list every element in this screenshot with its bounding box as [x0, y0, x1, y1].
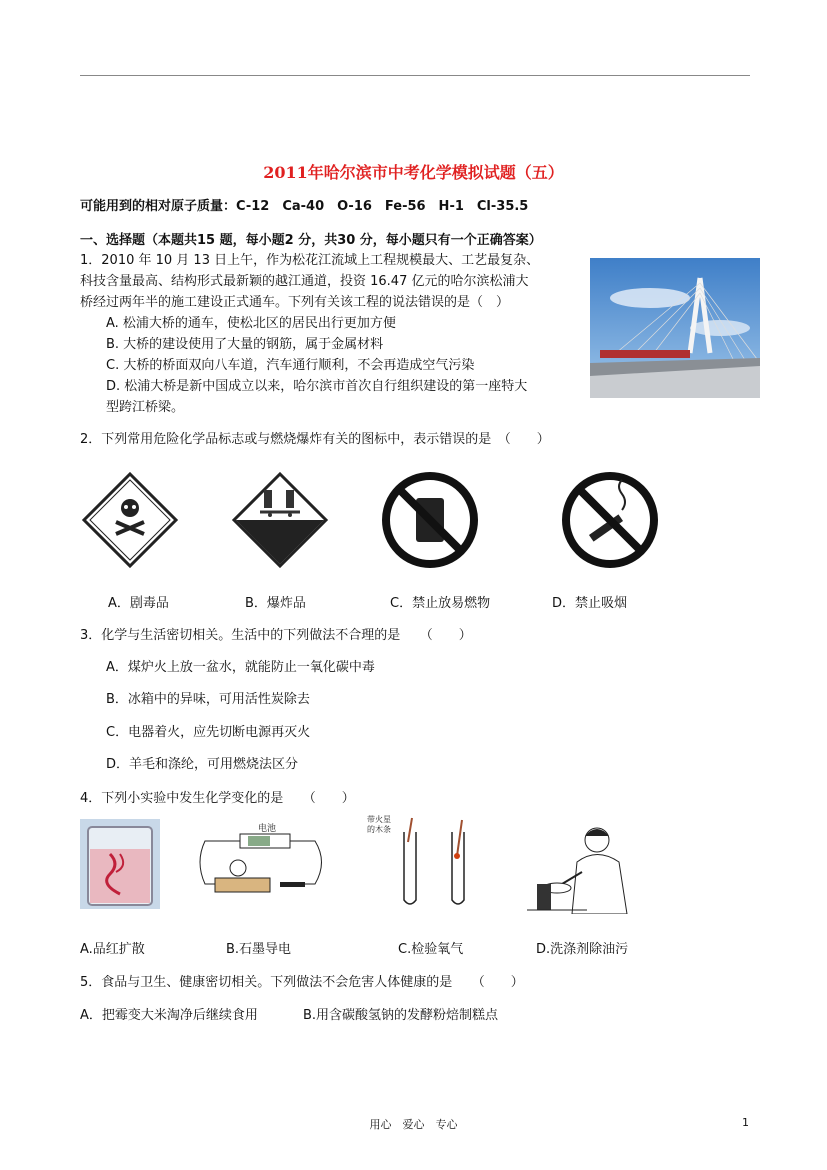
- question-3: 3．化学与生活密切相关。生活中的下列做法不合理的是 （ ）: [80, 628, 472, 643]
- atomic-masses: 可能用到的相对原子质量：C-12 Ca-40 O-16 Fe-56 H-1 Cl-35.5: [80, 199, 529, 214]
- page-footer: 用心 爱心 专心: [369, 1118, 458, 1131]
- graphite-circuit-image: [190, 822, 330, 904]
- q1-option-a: A. 松浦大桥的通车，使松北区的居民出行更加方便: [106, 316, 396, 331]
- question-2: 2．下列常用危险化学品标志或与燃烧爆炸有关的图标中，表示错误的是 （ ）: [80, 432, 550, 447]
- splint-label-1: 带火星: [367, 815, 391, 824]
- header-rule: [80, 75, 750, 76]
- question-4: 4．下列小实验中发生化学变化的是 （ ）: [80, 791, 355, 806]
- no-smoking-sign-icon: [560, 470, 660, 570]
- q5-option-a: A．把霉变大米淘净后继续食用: [80, 1008, 258, 1023]
- q1-line2: 科技含量最高、结构形式最新颖的越江通道，投资 16.47 亿元的哈尔滨松浦大: [80, 274, 529, 289]
- q2-option-b: B．爆炸品: [245, 596, 306, 611]
- q3-option-a: A．煤炉火上放一盆水，就能防止一氧化碳中毒: [106, 660, 375, 675]
- page-number: 1: [742, 1116, 749, 1129]
- q1-option-c: C. 大桥的桥面双向八车道，汽车通行顺利，不会再造成空气污染: [106, 358, 475, 373]
- page-title: 2011年哈尔滨市中考化学模拟试题（五）: [263, 163, 564, 182]
- q4-option-a: A.品红扩散: [80, 942, 145, 957]
- oxygen-test-image: [362, 812, 482, 910]
- q2-option-a: A．剧毒品: [108, 596, 169, 611]
- no-flammables-sign-icon: [380, 470, 480, 570]
- q1-line1: 1．2010 年 10 月 13 日上午，作为松花江流域上工程规模最大、工艺最复杂、: [80, 253, 540, 268]
- bridge-photo: [590, 258, 760, 398]
- q2-option-c: C．禁止放易燃物: [390, 596, 491, 611]
- q4-option-c: C.检验氧气: [398, 942, 464, 957]
- washing-dishes-image: [527, 822, 637, 914]
- q3-option-c: C．电器着火，应先切断电源再灭火: [106, 725, 311, 740]
- q1-line3: 桥经过两年半的施工建设正式通车。下列有关该工程的说法错误的是（ ）: [80, 295, 510, 310]
- q5-option-b: B.用含碳酸氢钠的发酵粉焙制糕点: [303, 1008, 499, 1023]
- q3-option-b: B．冰箱中的异味，可用活性炭除去: [106, 692, 310, 707]
- beaker-diffusion-image: [80, 819, 160, 909]
- question-5: 5．食品与卫生、健康密切相关。下列做法不会危害人体健康的是 （ ）: [80, 975, 524, 990]
- q4-option-b: B.石墨导电: [226, 942, 292, 957]
- corrosive-sign-icon: [230, 470, 330, 570]
- toxic-sign-icon: [80, 470, 180, 570]
- q1-option-d-cont: 型跨江桥梁。: [106, 400, 185, 415]
- splint-label-2: 的木条: [367, 825, 391, 834]
- section-header: 一、选择题（本题共15 题，每小题2 分，共30 分，每小题只有一个正确答案）: [80, 233, 542, 248]
- battery-label: 电池: [258, 824, 277, 834]
- q1-option-d: D. 松浦大桥是新中国成立以来，哈尔滨市首次自行组织建设的第一座特大: [106, 379, 528, 394]
- q4-option-d: D.洗涤剂除油污: [536, 942, 629, 957]
- question-1: [80, 250, 580, 418]
- q3-option-d: D．羊毛和涤纶，可用燃烧法区分: [106, 757, 299, 772]
- q1-option-b: B. 大桥的建设使用了大量的钢筋，属于金属材料: [106, 337, 384, 352]
- q2-option-d: D．禁止吸烟: [552, 596, 628, 611]
